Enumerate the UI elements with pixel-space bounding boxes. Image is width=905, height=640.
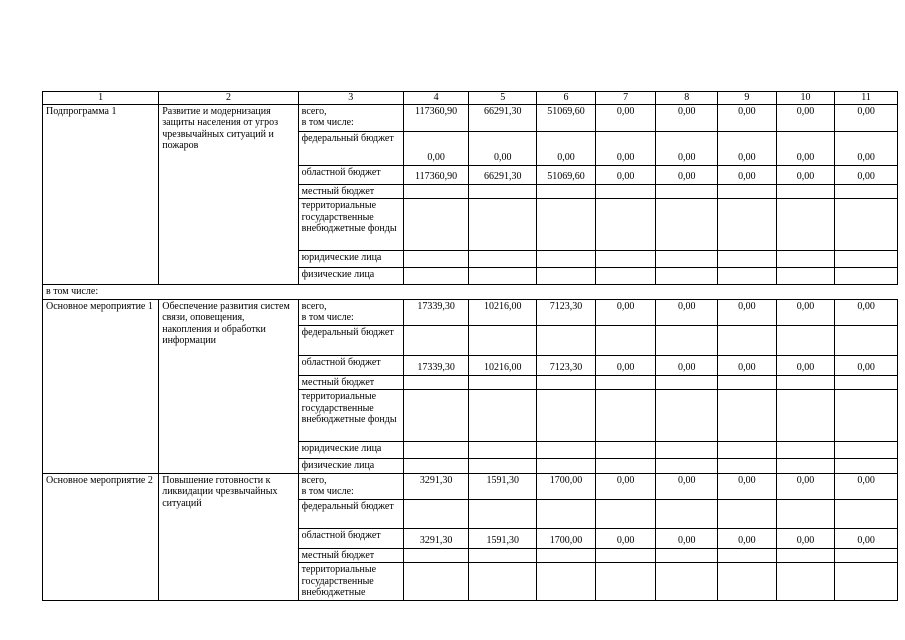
- value-cell: 66291,30: [469, 104, 537, 131]
- value-cell: [656, 325, 718, 355]
- value-cell: [656, 375, 718, 390]
- column-number: 5: [469, 92, 537, 105]
- value-cell: [776, 184, 835, 199]
- value-cell: 0,00: [835, 131, 898, 165]
- value-cell: 0,00: [718, 473, 777, 499]
- value-cell: 0,00: [656, 473, 718, 499]
- value-cell: [776, 390, 835, 442]
- funding-source: федеральный бюджет: [298, 131, 403, 165]
- value-cell: 0,00: [835, 355, 898, 375]
- value-cell: [469, 563, 537, 601]
- value-cell: 0,00: [403, 131, 469, 165]
- subprogram-name: Развитие и модернизация защиты населения от угроз чрезвычайных ситуаций и пожаров: [159, 104, 298, 285]
- value-cell: [469, 184, 537, 199]
- funding-source: областной бюджет: [298, 355, 403, 375]
- value-cell: 0,00: [835, 165, 898, 184]
- value-cell: [403, 375, 469, 390]
- value-cell: [469, 390, 537, 442]
- value-cell: [469, 499, 537, 528]
- value-cell: 0,00: [718, 355, 777, 375]
- value-cell: 0,00: [656, 165, 718, 184]
- funding-source: местный бюджет: [298, 184, 403, 199]
- value-cell: 1591,30: [469, 528, 537, 548]
- value-cell: [656, 390, 718, 442]
- value-cell: [718, 199, 777, 251]
- value-cell: [776, 563, 835, 601]
- value-cell: 0,00: [776, 131, 835, 165]
- value-cell: 1591,30: [469, 473, 537, 499]
- value-cell: [595, 325, 656, 355]
- value-cell: 117360,90: [403, 165, 469, 184]
- value-cell: [718, 390, 777, 442]
- column-number: 9: [718, 92, 777, 105]
- column-number: 4: [403, 92, 469, 105]
- value-cell: [595, 199, 656, 251]
- header-row: [43, 92, 898, 105]
- funding-source: территориальные государственные внебюджетные фонды: [298, 199, 403, 251]
- value-cell: [595, 268, 656, 285]
- value-cell: [403, 184, 469, 199]
- value-cell: [835, 563, 898, 601]
- value-cell: 0,00: [656, 355, 718, 375]
- value-cell: [656, 268, 718, 285]
- value-cell: 117360,90: [403, 104, 469, 131]
- value-cell: [718, 251, 777, 268]
- value-cell: 17339,30: [403, 355, 469, 375]
- value-cell: 0,00: [718, 131, 777, 165]
- value-cell: [656, 459, 718, 474]
- value-cell: [835, 548, 898, 563]
- value-cell: [595, 251, 656, 268]
- funding-source: местный бюджет: [298, 548, 403, 563]
- value-cell: 3291,30: [403, 473, 469, 499]
- value-cell: [718, 325, 777, 355]
- value-cell: 0,00: [537, 131, 596, 165]
- value-cell: 0,00: [718, 299, 777, 325]
- value-cell: [835, 199, 898, 251]
- value-cell: 0,00: [718, 165, 777, 184]
- value-cell: [403, 325, 469, 355]
- value-cell: [776, 459, 835, 474]
- value-cell: [469, 442, 537, 459]
- value-cell: [537, 251, 596, 268]
- value-cell: 0,00: [656, 131, 718, 165]
- funding-source: всего, в том числе:: [298, 104, 403, 131]
- value-cell: [718, 548, 777, 563]
- value-cell: 0,00: [469, 131, 537, 165]
- value-cell: [537, 499, 596, 528]
- value-cell: [537, 325, 596, 355]
- value-cell: 0,00: [835, 473, 898, 499]
- funding-source: территориальные государственные внебюджетные фонды: [298, 390, 403, 442]
- value-cell: [537, 184, 596, 199]
- funding-source: федеральный бюджет: [298, 325, 403, 355]
- value-cell: [469, 375, 537, 390]
- value-cell: 1700,00: [537, 473, 596, 499]
- value-cell: [595, 459, 656, 474]
- value-cell: [595, 442, 656, 459]
- value-cell: [537, 459, 596, 474]
- value-cell: [537, 563, 596, 601]
- value-cell: [469, 251, 537, 268]
- funding-source: всего, в том числе:: [298, 299, 403, 325]
- value-cell: [835, 268, 898, 285]
- value-cell: 10216,00: [469, 355, 537, 375]
- value-cell: [718, 563, 777, 601]
- value-cell: [595, 390, 656, 442]
- value-cell: [718, 499, 777, 528]
- value-cell: [835, 459, 898, 474]
- value-cell: [835, 499, 898, 528]
- value-cell: [469, 199, 537, 251]
- value-cell: 0,00: [656, 299, 718, 325]
- value-cell: [656, 548, 718, 563]
- value-cell: [656, 442, 718, 459]
- value-cell: 51069,60: [537, 104, 596, 131]
- value-cell: [403, 563, 469, 601]
- value-cell: [537, 199, 596, 251]
- value-cell: 0,00: [656, 528, 718, 548]
- measure1-name: Обеспечение развития систем связи, оповещения, накопления и обработки информации: [159, 299, 298, 473]
- including-row: [43, 285, 898, 300]
- column-number: 2: [159, 92, 298, 105]
- value-cell: [595, 563, 656, 601]
- value-cell: [776, 442, 835, 459]
- value-cell: [776, 251, 835, 268]
- measure2-code: Основное мероприятие 2: [43, 473, 159, 601]
- value-cell: [537, 268, 596, 285]
- funding-source: всего, в том числе:: [298, 473, 403, 499]
- funding-source: юридические лица: [298, 251, 403, 268]
- value-cell: [537, 548, 596, 563]
- subprogram-row: [43, 104, 898, 131]
- value-cell: [537, 390, 596, 442]
- value-cell: 3291,30: [403, 528, 469, 548]
- value-cell: 10216,00: [469, 299, 537, 325]
- value-cell: [656, 251, 718, 268]
- column-number: 3: [298, 92, 403, 105]
- funding-source: юридические лица: [298, 442, 403, 459]
- column-number: 1: [43, 92, 159, 105]
- value-cell: [403, 459, 469, 474]
- column-number: 11: [835, 92, 898, 105]
- value-cell: 0,00: [718, 528, 777, 548]
- value-cell: 7123,30: [537, 355, 596, 375]
- column-number: 8: [656, 92, 718, 105]
- value-cell: 0,00: [835, 528, 898, 548]
- funding-source: физические лица: [298, 268, 403, 285]
- value-cell: [595, 499, 656, 528]
- measure2-name: Повышение готовности к ликвидации чрезвычайных ситуаций: [159, 473, 298, 601]
- value-cell: [776, 325, 835, 355]
- value-cell: [776, 375, 835, 390]
- budget-table: [42, 91, 898, 601]
- funding-source: областной бюджет: [298, 165, 403, 184]
- funding-source: областной бюджет: [298, 528, 403, 548]
- value-cell: [835, 390, 898, 442]
- funding-source: федеральный бюджет: [298, 499, 403, 528]
- value-cell: 0,00: [776, 104, 835, 131]
- value-cell: [776, 199, 835, 251]
- value-cell: 0,00: [835, 104, 898, 131]
- value-cell: 0,00: [776, 355, 835, 375]
- column-number: 10: [776, 92, 835, 105]
- value-cell: [656, 563, 718, 601]
- value-cell: [469, 548, 537, 563]
- value-cell: [656, 199, 718, 251]
- value-cell: [718, 268, 777, 285]
- value-cell: 7123,30: [537, 299, 596, 325]
- value-cell: 17339,30: [403, 299, 469, 325]
- value-cell: 0,00: [776, 528, 835, 548]
- value-cell: [835, 251, 898, 268]
- value-cell: 0,00: [776, 299, 835, 325]
- value-cell: [403, 499, 469, 528]
- value-cell: 0,00: [718, 104, 777, 131]
- value-cell: [776, 268, 835, 285]
- value-cell: [718, 442, 777, 459]
- funding-source: территориальные государственные внебюджетные: [298, 563, 403, 601]
- column-number: 6: [537, 92, 596, 105]
- value-cell: [835, 325, 898, 355]
- value-cell: [403, 442, 469, 459]
- value-cell: [403, 251, 469, 268]
- value-cell: [718, 459, 777, 474]
- value-cell: [403, 390, 469, 442]
- value-cell: 1700,00: [537, 528, 596, 548]
- value-cell: 0,00: [595, 528, 656, 548]
- value-cell: [835, 375, 898, 390]
- value-cell: [403, 268, 469, 285]
- value-cell: [656, 499, 718, 528]
- measure1-row: [43, 299, 898, 325]
- measure1-code: Основное мероприятие 1: [43, 299, 159, 473]
- funding-source: местный бюджет: [298, 375, 403, 390]
- value-cell: 0,00: [595, 131, 656, 165]
- value-cell: [469, 459, 537, 474]
- value-cell: [595, 184, 656, 199]
- value-cell: 66291,30: [469, 165, 537, 184]
- value-cell: [835, 442, 898, 459]
- value-cell: [718, 375, 777, 390]
- value-cell: [403, 199, 469, 251]
- value-cell: 0,00: [835, 299, 898, 325]
- value-cell: [656, 184, 718, 199]
- value-cell: 51069,60: [537, 165, 596, 184]
- column-number: 7: [595, 92, 656, 105]
- value-cell: [469, 325, 537, 355]
- value-cell: 0,00: [776, 165, 835, 184]
- value-cell: [835, 184, 898, 199]
- value-cell: [595, 375, 656, 390]
- value-cell: [537, 375, 596, 390]
- value-cell: 0,00: [595, 473, 656, 499]
- value-cell: 0,00: [595, 355, 656, 375]
- value-cell: 0,00: [656, 104, 718, 131]
- value-cell: [403, 548, 469, 563]
- including-label: в том числе:: [43, 285, 898, 300]
- value-cell: 0,00: [776, 473, 835, 499]
- value-cell: [718, 184, 777, 199]
- value-cell: [537, 442, 596, 459]
- value-cell: [776, 499, 835, 528]
- value-cell: 0,00: [595, 104, 656, 131]
- value-cell: 0,00: [595, 299, 656, 325]
- value-cell: 0,00: [595, 165, 656, 184]
- value-cell: [595, 548, 656, 563]
- value-cell: [776, 548, 835, 563]
- funding-source: физические лица: [298, 459, 403, 474]
- measure2-row: [43, 473, 898, 499]
- subprogram-code: Подпрограмма 1: [43, 104, 159, 285]
- value-cell: [469, 268, 537, 285]
